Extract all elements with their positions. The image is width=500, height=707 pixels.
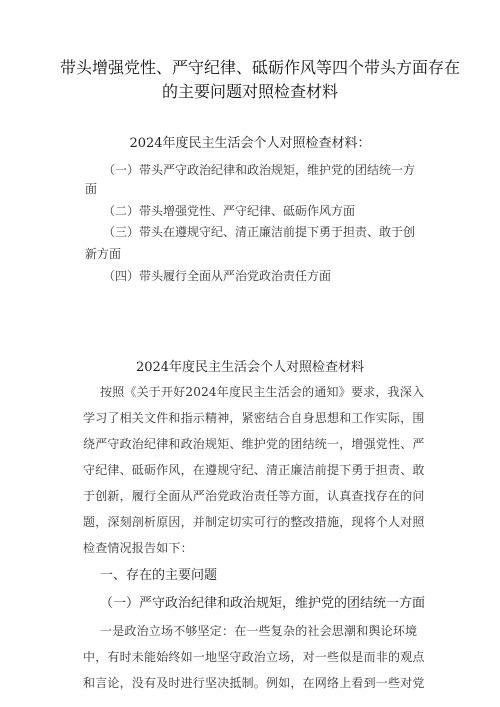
intro-line-5: 于创新，履行全面从严治党政治责任等方面，认真查找存在的问 <box>83 489 425 503</box>
outline-item-3-line-1: （三）带头在遵规守纪、清正廉洁前提下勇于担责、敢于创 <box>103 225 416 239</box>
intro-line-3: 绕严守政治纪律和政治规矩、维护党的团结统一，增强党性、严 <box>83 437 425 451</box>
para1-line-3: 和言论，没有及时进行坚决抵制。例如，在网络上看到一些对党 <box>83 676 425 690</box>
body-heading: 2024年度民主生活会个人对照检查材料 <box>135 360 365 375</box>
outline-heading: 2024年度民主生活会个人对照检查材料： <box>129 136 371 151</box>
para1-line-2: 中，有时未能始终如一地坚守政治立场，对一些似是而非的观点 <box>83 650 425 664</box>
para1-line-1: 一是政治立场不够坚定：在一些复杂的社会思潮和舆论环境 <box>100 624 418 638</box>
document-title-line-1: 带头增强党性、严守纪律、砥砺作风等四个带头方面存在 <box>60 58 461 77</box>
intro-line-6: 题，深刻剖析原因，并制定切实可行的整改措施，现将个人对照 <box>83 515 425 529</box>
outline-item-1-line-2: 面 <box>85 182 98 196</box>
intro-line-7: 检查情况报告如下： <box>83 541 193 555</box>
outline-item-3-line-2: 新方面 <box>85 247 122 261</box>
intro-line-4: 守纪律、砥砺作风，在遵规守纪、清正廉洁前提下勇于担责、敢 <box>83 463 425 477</box>
intro-line-1: 按照《关于开好2024年度民主生活会的通知》要求，我深入 <box>100 385 425 399</box>
section-heading-1: 一、存在的主要问题 <box>100 568 218 583</box>
outline-item-4: （四）带头履行全面从严治党政治责任方面 <box>103 269 332 283</box>
outline-item-2: （二）带头增强党性、严守纪律、砥砺作风方面 <box>103 204 356 218</box>
document-title-line-2: 的主要问题对照检查材料 <box>161 82 338 101</box>
subsection-heading-1: （一）严守政治纪律和政治规矩，维护党的团结统一方面 <box>100 596 426 611</box>
intro-line-2: 学习了相关文件和指示精神，紧密结合自身思想和工作实际，围 <box>83 411 425 425</box>
outline-item-1-line-1: （一）带头严守政治纪律和政治规矩，维护党的团结统一方 <box>103 163 416 177</box>
